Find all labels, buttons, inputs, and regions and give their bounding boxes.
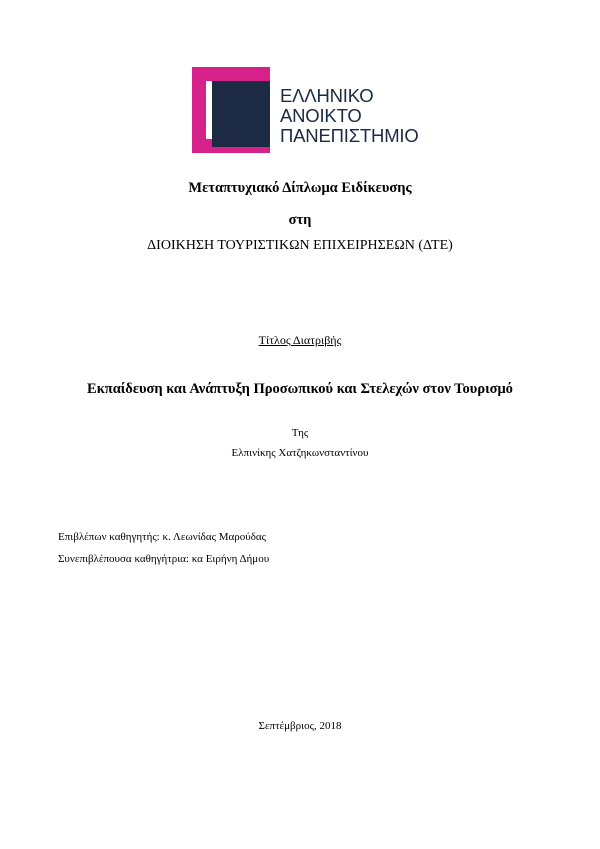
logo-line-3: ΠΑΝΕΠΙΣΤΗΜΙΟ	[280, 125, 419, 146]
thesis-title-label: Τίτλος Διατριβής	[258, 333, 342, 347]
supervisor-line: Επιβλέπων καθηγητής: κ. Λεωνίδας Μαρούδας	[58, 531, 267, 543]
logo-line-2: ΑΝΟΙΚΤΟ	[280, 105, 362, 126]
university-logo-text	[280, 86, 419, 146]
university-logo	[192, 67, 422, 153]
submission-date: Σεπτέμβριος, 2018	[258, 720, 342, 732]
degree-title: Μεταπτυχιακό Δίπλωμα Ειδίκευσης	[188, 180, 412, 196]
logo-line-1: ΕΛΛΗΝΙΚΟ	[280, 85, 374, 106]
university-logo-mark-icon	[192, 67, 274, 153]
thesis-title: Εκπαίδευση και Ανάπτυξη Προσωπικού και Στελεχών στον Τουρισμό	[87, 381, 513, 397]
degree-program: ΔΙΟΙΚΗΣΗ ΤΟΥΡΙΣΤΙΚΩΝ ΕΠΙΧΕΙΡΗΣΕΩΝ (ΔΤΕ)	[147, 238, 453, 253]
degree-preposition: στη	[288, 212, 312, 228]
author-name: Ελπινίκης Χατζηκωνσταντίνου	[231, 447, 369, 459]
author-by-label: Της	[291, 427, 309, 439]
co-supervisor-line: Συνεπιβλέπουσα καθηγήτρια: κα Ειρήνη Δήμου	[58, 553, 270, 565]
